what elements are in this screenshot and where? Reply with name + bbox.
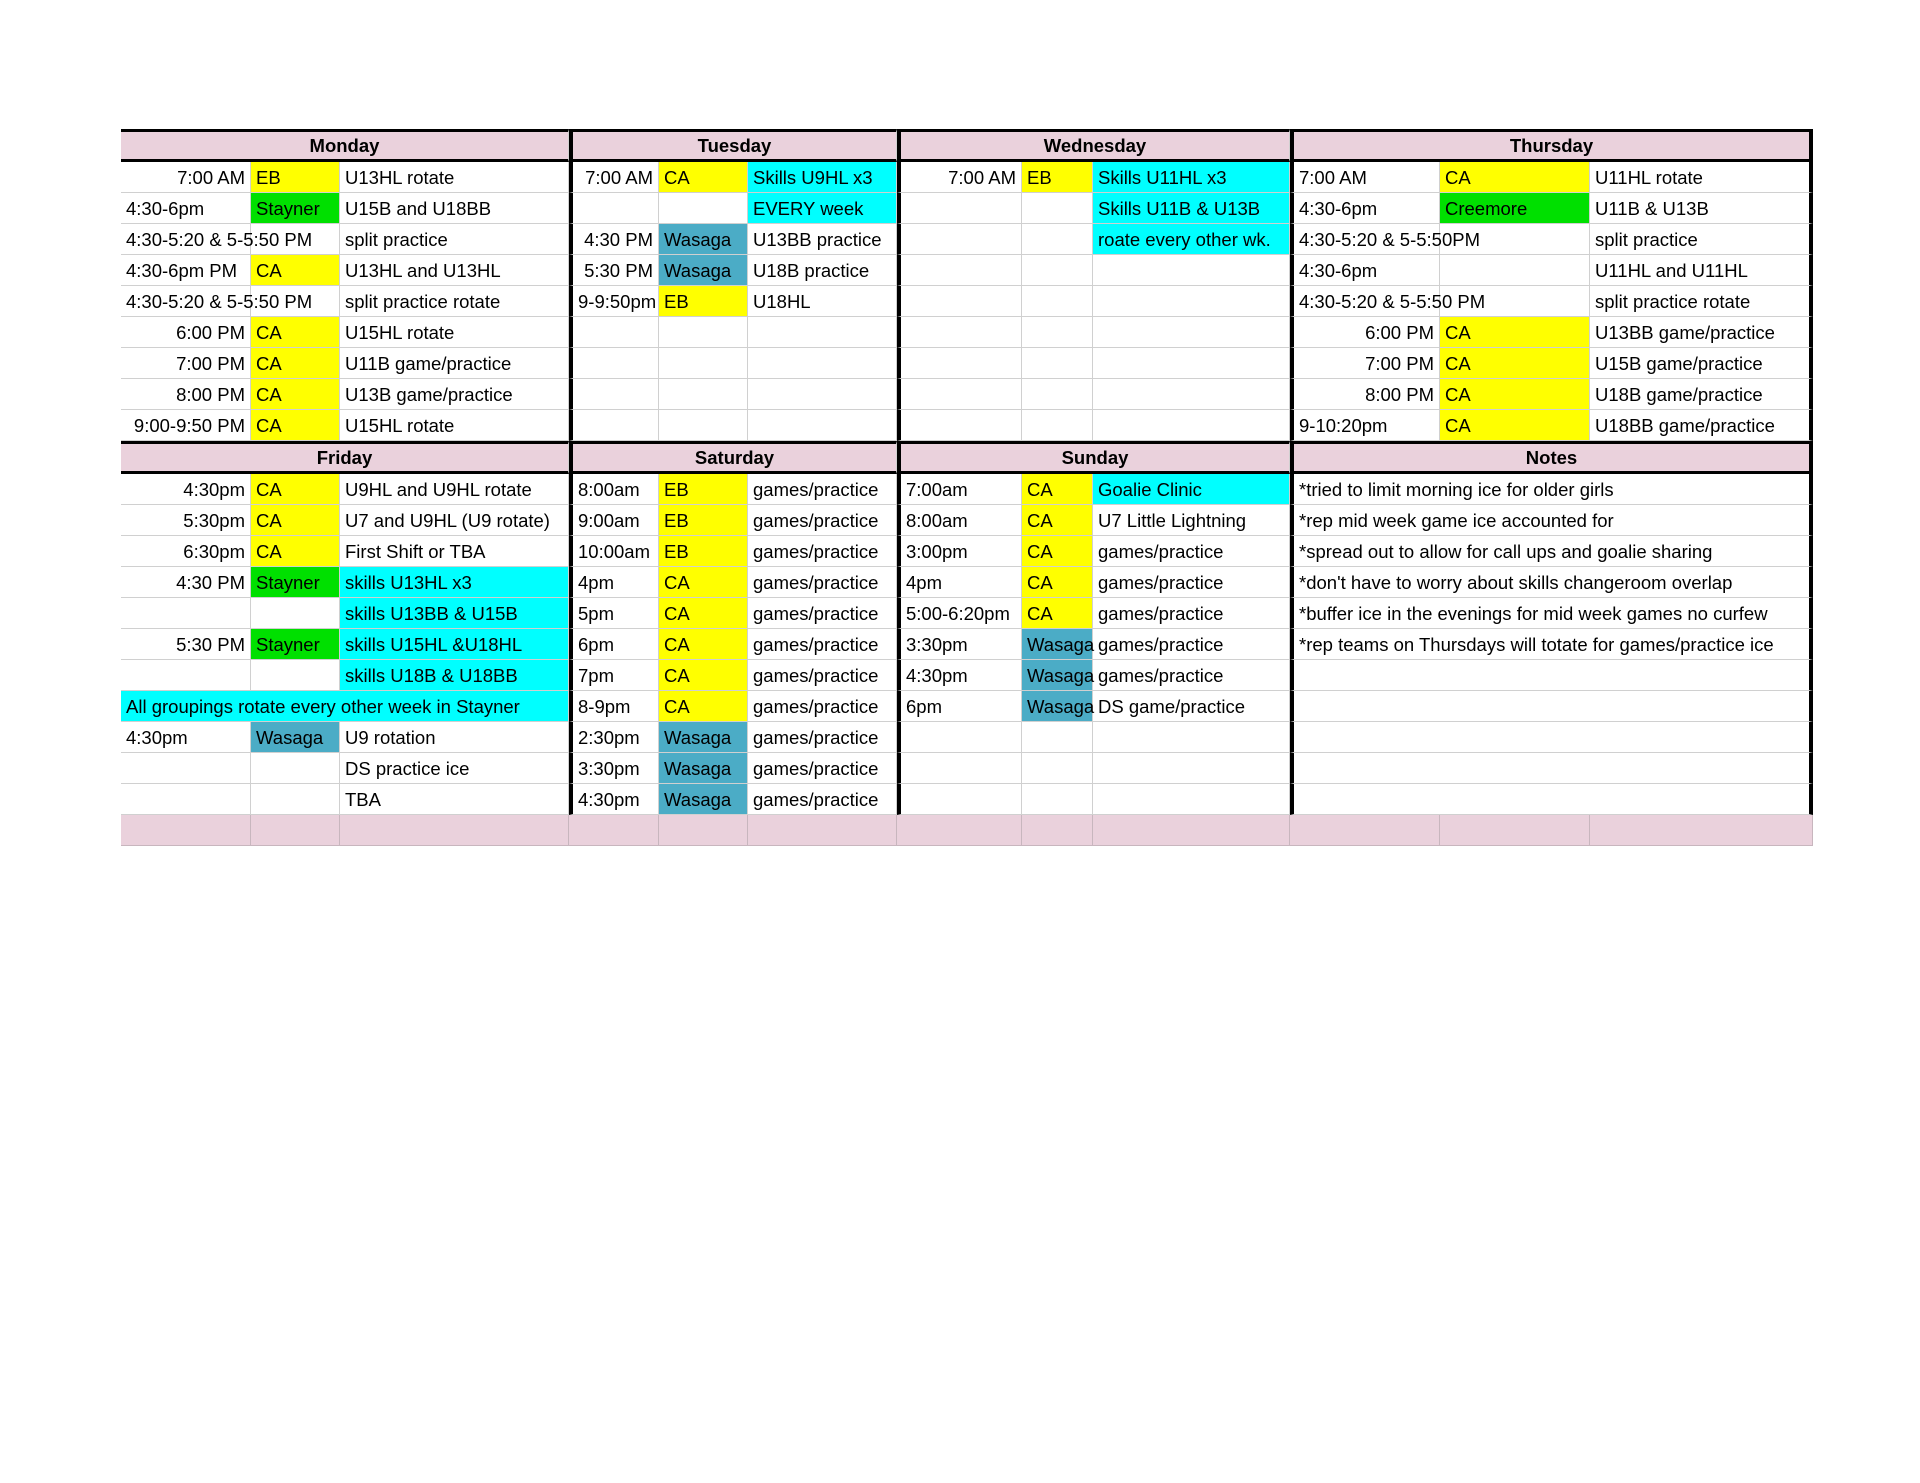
note-cell: *don't have to worry about skills changeroom overlap — [1290, 567, 1813, 598]
tuesday-location-cell — [659, 348, 748, 379]
footer-band-cell — [569, 815, 659, 846]
tuesday-event-cell: U13BB practice — [748, 224, 897, 255]
wednesday-time-cell — [897, 317, 1022, 348]
monday-location-cell: CA — [251, 348, 340, 379]
sunday-time-cell: 6pm — [897, 691, 1022, 722]
day-header-tuesday: Tuesday — [569, 129, 897, 162]
friday-time-cell: 4:30pm — [121, 474, 251, 505]
saturday-event-cell: games/practice — [748, 753, 897, 784]
tuesday-time-cell — [569, 317, 659, 348]
wednesday-time-cell — [897, 286, 1022, 317]
monday-location-cell: EB — [251, 162, 340, 193]
sunday-time-cell: 7:00am — [897, 474, 1022, 505]
saturday-event-cell: games/practice — [748, 722, 897, 753]
wednesday-event-cell: roate every other wk. — [1093, 224, 1290, 255]
saturday-location-cell: CA — [659, 691, 748, 722]
monday-event-cell: split practice rotate — [340, 286, 569, 317]
saturday-event-cell: games/practice — [748, 474, 897, 505]
wednesday-time-cell — [897, 255, 1022, 286]
saturday-event-cell: games/practice — [748, 629, 897, 660]
thursday-location-cell: CA — [1440, 162, 1590, 193]
wednesday-time-cell — [897, 193, 1022, 224]
sunday-event-cell: Goalie Clinic — [1093, 474, 1290, 505]
tuesday-event-cell — [748, 348, 897, 379]
tuesday-time-cell: 9-9:50pm — [569, 286, 659, 317]
wednesday-time-cell — [897, 348, 1022, 379]
wednesday-location-cell — [1022, 317, 1093, 348]
monday-event-cell: U15B and U18BB — [340, 193, 569, 224]
tuesday-time-cell — [569, 410, 659, 441]
tuesday-time-cell — [569, 348, 659, 379]
friday-location-cell: Stayner — [251, 567, 340, 598]
tuesday-location-cell: Wasaga — [659, 255, 748, 286]
sunday-event-cell: games/practice — [1093, 536, 1290, 567]
footer-band-cell — [1590, 815, 1813, 846]
sunday-time-cell: 5:00-6:20pm — [897, 598, 1022, 629]
saturday-event-cell: games/practice — [748, 598, 897, 629]
wednesday-event-cell: Skills U11HL x3 — [1093, 162, 1290, 193]
thursday-location-cell — [1440, 224, 1590, 255]
friday-location-cell: CA — [251, 536, 340, 567]
wednesday-event-cell — [1093, 255, 1290, 286]
tuesday-location-cell: CA — [659, 162, 748, 193]
friday-location-cell: Wasaga — [251, 722, 340, 753]
tuesday-location-cell — [659, 379, 748, 410]
saturday-location-cell: Wasaga — [659, 784, 748, 815]
monday-time-cell: 6:00 PM — [121, 317, 251, 348]
saturday-time-cell: 8-9pm — [569, 691, 659, 722]
saturday-location-cell: CA — [659, 598, 748, 629]
saturday-time-cell: 3:30pm — [569, 753, 659, 784]
wednesday-event-cell — [1093, 410, 1290, 441]
sunday-location-cell: Wasaga — [1022, 691, 1093, 722]
friday-time-cell: 4:30pm — [121, 722, 251, 753]
thursday-time-cell: 7:00 PM — [1290, 348, 1440, 379]
thursday-event-cell: U11B & U13B — [1590, 193, 1813, 224]
wednesday-time-cell — [897, 224, 1022, 255]
sunday-time-cell: 8:00am — [897, 505, 1022, 536]
sunday-location-cell: CA — [1022, 505, 1093, 536]
monday-event-cell: U13HL and U13HL — [340, 255, 569, 286]
saturday-time-cell: 2:30pm — [569, 722, 659, 753]
tuesday-time-cell: 4:30 PM — [569, 224, 659, 255]
monday-event-cell: U15HL rotate — [340, 317, 569, 348]
friday-location-cell: CA — [251, 505, 340, 536]
friday-event-cell: U9HL and U9HL rotate — [340, 474, 569, 505]
footer-band-cell — [748, 815, 897, 846]
note-cell: *spread out to allow for call ups and goalie sharing — [1290, 536, 1813, 567]
sunday-location-cell: CA — [1022, 598, 1093, 629]
friday-time-cell — [121, 660, 251, 691]
thursday-event-cell: U11HL rotate — [1590, 162, 1813, 193]
sunday-event-cell: DS game/practice — [1093, 691, 1290, 722]
saturday-location-cell: CA — [659, 567, 748, 598]
thursday-time-cell: 8:00 PM — [1290, 379, 1440, 410]
wednesday-location-cell — [1022, 379, 1093, 410]
friday-location-cell — [251, 753, 340, 784]
sunday-location-cell: Wasaga — [1022, 629, 1093, 660]
wednesday-time-cell — [897, 379, 1022, 410]
saturday-event-cell: games/practice — [748, 536, 897, 567]
monday-location-cell: CA — [251, 255, 340, 286]
sunday-event-cell: games/practice — [1093, 598, 1290, 629]
sunday-time-cell: 4:30pm — [897, 660, 1022, 691]
thursday-time-cell: 9-10:20pm — [1290, 410, 1440, 441]
wednesday-event-cell — [1093, 348, 1290, 379]
note-cell — [1290, 660, 1813, 691]
friday-event-cell: First Shift or TBA — [340, 536, 569, 567]
tuesday-location-cell — [659, 410, 748, 441]
monday-location-cell: CA — [251, 410, 340, 441]
wednesday-time-cell: 7:00 AM — [897, 162, 1022, 193]
friday-event-cell: skills U18B & U18BB — [340, 660, 569, 691]
thursday-location-cell: CA — [1440, 410, 1590, 441]
sunday-time-cell — [897, 784, 1022, 815]
tuesday-location-cell: EB — [659, 286, 748, 317]
thursday-time-cell: 4:30-5:20 & 5-5:50PM — [1290, 224, 1440, 255]
footer-band-cell — [659, 815, 748, 846]
sunday-time-cell: 3:00pm — [897, 536, 1022, 567]
tuesday-event-cell: U18B practice — [748, 255, 897, 286]
saturday-event-cell: games/practice — [748, 660, 897, 691]
note-cell — [1290, 753, 1813, 784]
sunday-event-cell: games/practice — [1093, 660, 1290, 691]
friday-event-cell: DS practice ice — [340, 753, 569, 784]
thursday-event-cell: split practice rotate — [1590, 286, 1813, 317]
day-header-thursday: Thursday — [1290, 129, 1813, 162]
friday-location-cell — [251, 784, 340, 815]
thursday-location-cell: CA — [1440, 348, 1590, 379]
wednesday-location-cell — [1022, 286, 1093, 317]
footer-band-cell — [121, 815, 251, 846]
friday-event-cell: skills U13HL x3 — [340, 567, 569, 598]
wednesday-location-cell — [1022, 193, 1093, 224]
saturday-time-cell: 4:30pm — [569, 784, 659, 815]
saturday-event-cell: games/practice — [748, 505, 897, 536]
sunday-event-cell: games/practice — [1093, 629, 1290, 660]
thursday-location-cell: CA — [1440, 317, 1590, 348]
note-cell — [1290, 784, 1813, 815]
sunday-location-cell: CA — [1022, 474, 1093, 505]
monday-event-cell: U15HL rotate — [340, 410, 569, 441]
schedule-sheet — [121, 129, 1813, 846]
friday-time-cell: 5:30 PM — [121, 629, 251, 660]
friday-time-cell — [121, 598, 251, 629]
wednesday-event-cell — [1093, 286, 1290, 317]
day-header-sunday: Sunday — [897, 441, 1290, 474]
friday-event-cell: U7 and U9HL (U9 rotate) — [340, 505, 569, 536]
tuesday-location-cell: Wasaga — [659, 224, 748, 255]
sunday-time-cell: 3:30pm — [897, 629, 1022, 660]
saturday-time-cell: 8:00am — [569, 474, 659, 505]
monday-event-cell: split practice — [340, 224, 569, 255]
friday-note-cell: All groupings rotate every other week in Stayner — [121, 691, 569, 722]
saturday-location-cell: EB — [659, 536, 748, 567]
thursday-event-cell: U18B game/practice — [1590, 379, 1813, 410]
wednesday-location-cell — [1022, 348, 1093, 379]
saturday-time-cell: 4pm — [569, 567, 659, 598]
thursday-event-cell: U11HL and U11HL — [1590, 255, 1813, 286]
thursday-location-cell: CA — [1440, 379, 1590, 410]
sunday-location-cell — [1022, 722, 1093, 753]
tuesday-location-cell — [659, 317, 748, 348]
note-cell: *tried to limit morning ice for older girls — [1290, 474, 1813, 505]
schedule-grid — [121, 129, 1813, 846]
wednesday-event-cell — [1093, 379, 1290, 410]
saturday-location-cell: Wasaga — [659, 722, 748, 753]
wednesday-time-cell — [897, 410, 1022, 441]
monday-event-cell: U13B game/practice — [340, 379, 569, 410]
tuesday-time-cell — [569, 193, 659, 224]
sunday-event-cell — [1093, 753, 1290, 784]
monday-time-cell: 4:30-6pm — [121, 193, 251, 224]
wednesday-event-cell — [1093, 317, 1290, 348]
thursday-event-cell: U15B game/practice — [1590, 348, 1813, 379]
thursday-time-cell: 7:00 AM — [1290, 162, 1440, 193]
sunday-event-cell: U7 Little Lightning — [1093, 505, 1290, 536]
friday-event-cell: U9 rotation — [340, 722, 569, 753]
monday-location-cell — [251, 286, 340, 317]
monday-time-cell: 9:00-9:50 PM — [121, 410, 251, 441]
saturday-location-cell: CA — [659, 629, 748, 660]
friday-location-cell — [251, 598, 340, 629]
wednesday-location-cell — [1022, 410, 1093, 441]
day-header-notes: Notes — [1290, 441, 1813, 474]
sunday-event-cell: games/practice — [1093, 567, 1290, 598]
thursday-location-cell — [1440, 255, 1590, 286]
friday-event-cell: skills U15HL &U18HL — [340, 629, 569, 660]
thursday-time-cell: 4:30-6pm — [1290, 193, 1440, 224]
sunday-location-cell: CA — [1022, 567, 1093, 598]
tuesday-event-cell — [748, 410, 897, 441]
tuesday-event-cell: EVERY week — [748, 193, 897, 224]
friday-location-cell: Stayner — [251, 629, 340, 660]
friday-time-cell: 6:30pm — [121, 536, 251, 567]
wednesday-location-cell — [1022, 224, 1093, 255]
friday-location-cell — [251, 660, 340, 691]
saturday-event-cell: games/practice — [748, 691, 897, 722]
monday-time-cell: 4:30-6pm PM — [121, 255, 251, 286]
tuesday-event-cell — [748, 317, 897, 348]
friday-time-cell: 4:30 PM — [121, 567, 251, 598]
day-header-monday: Monday — [121, 129, 569, 162]
saturday-time-cell: 6pm — [569, 629, 659, 660]
saturday-time-cell: 9:00am — [569, 505, 659, 536]
monday-time-cell: 4:30-5:20 & 5-5:50 PM — [121, 286, 251, 317]
tuesday-time-cell — [569, 379, 659, 410]
sunday-time-cell — [897, 722, 1022, 753]
saturday-time-cell: 10:00am — [569, 536, 659, 567]
wednesday-location-cell: EB — [1022, 162, 1093, 193]
thursday-location-cell — [1440, 286, 1590, 317]
footer-band-cell — [1290, 815, 1440, 846]
day-header-wednesday: Wednesday — [897, 129, 1290, 162]
monday-event-cell: U11B game/practice — [340, 348, 569, 379]
note-cell: *rep teams on Thursdays will totate for games/practice ice — [1290, 629, 1813, 660]
footer-band-cell — [251, 815, 340, 846]
footer-band-cell — [340, 815, 569, 846]
day-header-friday: Friday — [121, 441, 569, 474]
friday-time-cell — [121, 784, 251, 815]
friday-location-cell: CA — [251, 474, 340, 505]
saturday-location-cell: EB — [659, 505, 748, 536]
thursday-time-cell: 4:30-6pm — [1290, 255, 1440, 286]
saturday-location-cell: Wasaga — [659, 753, 748, 784]
thursday-time-cell: 6:00 PM — [1290, 317, 1440, 348]
footer-band-cell — [897, 815, 1022, 846]
thursday-event-cell: U18BB game/practice — [1590, 410, 1813, 441]
thursday-event-cell: U13BB game/practice — [1590, 317, 1813, 348]
friday-time-cell — [121, 753, 251, 784]
note-cell — [1290, 691, 1813, 722]
saturday-location-cell: CA — [659, 660, 748, 691]
monday-time-cell: 8:00 PM — [121, 379, 251, 410]
saturday-time-cell: 5pm — [569, 598, 659, 629]
thursday-time-cell: 4:30-5:20 & 5-5:50 PM — [1290, 286, 1440, 317]
note-cell: *buffer ice in the evenings for mid week games no curfew — [1290, 598, 1813, 629]
tuesday-location-cell — [659, 193, 748, 224]
monday-location-cell — [251, 224, 340, 255]
monday-event-cell: U13HL rotate — [340, 162, 569, 193]
tuesday-event-cell: Skills U9HL x3 — [748, 162, 897, 193]
sunday-event-cell — [1093, 722, 1290, 753]
note-cell: *rep mid week game ice accounted for — [1290, 505, 1813, 536]
tuesday-event-cell: U18HL — [748, 286, 897, 317]
footer-band-cell — [1440, 815, 1590, 846]
tuesday-event-cell — [748, 379, 897, 410]
sunday-location-cell: Wasaga — [1022, 660, 1093, 691]
monday-location-cell: CA — [251, 317, 340, 348]
sunday-time-cell: 4pm — [897, 567, 1022, 598]
tuesday-time-cell: 5:30 PM — [569, 255, 659, 286]
footer-band-cell — [1022, 815, 1093, 846]
saturday-event-cell: games/practice — [748, 784, 897, 815]
monday-time-cell: 7:00 PM — [121, 348, 251, 379]
day-header-saturday: Saturday — [569, 441, 897, 474]
thursday-location-cell: Creemore — [1440, 193, 1590, 224]
sunday-location-cell — [1022, 784, 1093, 815]
friday-event-cell: skills U13BB & U15B — [340, 598, 569, 629]
monday-location-cell: CA — [251, 379, 340, 410]
monday-time-cell: 4:30-5:20 & 5-5:50 PM — [121, 224, 251, 255]
sunday-event-cell — [1093, 784, 1290, 815]
footer-band-cell — [1093, 815, 1290, 846]
friday-time-cell: 5:30pm — [121, 505, 251, 536]
saturday-event-cell: games/practice — [748, 567, 897, 598]
sunday-location-cell: CA — [1022, 536, 1093, 567]
friday-event-cell: TBA — [340, 784, 569, 815]
monday-time-cell: 7:00 AM — [121, 162, 251, 193]
thursday-event-cell: split practice — [1590, 224, 1813, 255]
saturday-location-cell: EB — [659, 474, 748, 505]
wednesday-event-cell: Skills U11B & U13B — [1093, 193, 1290, 224]
tuesday-time-cell: 7:00 AM — [569, 162, 659, 193]
sunday-time-cell — [897, 753, 1022, 784]
monday-location-cell: Stayner — [251, 193, 340, 224]
sunday-location-cell — [1022, 753, 1093, 784]
note-cell — [1290, 722, 1813, 753]
wednesday-location-cell — [1022, 255, 1093, 286]
saturday-time-cell: 7pm — [569, 660, 659, 691]
